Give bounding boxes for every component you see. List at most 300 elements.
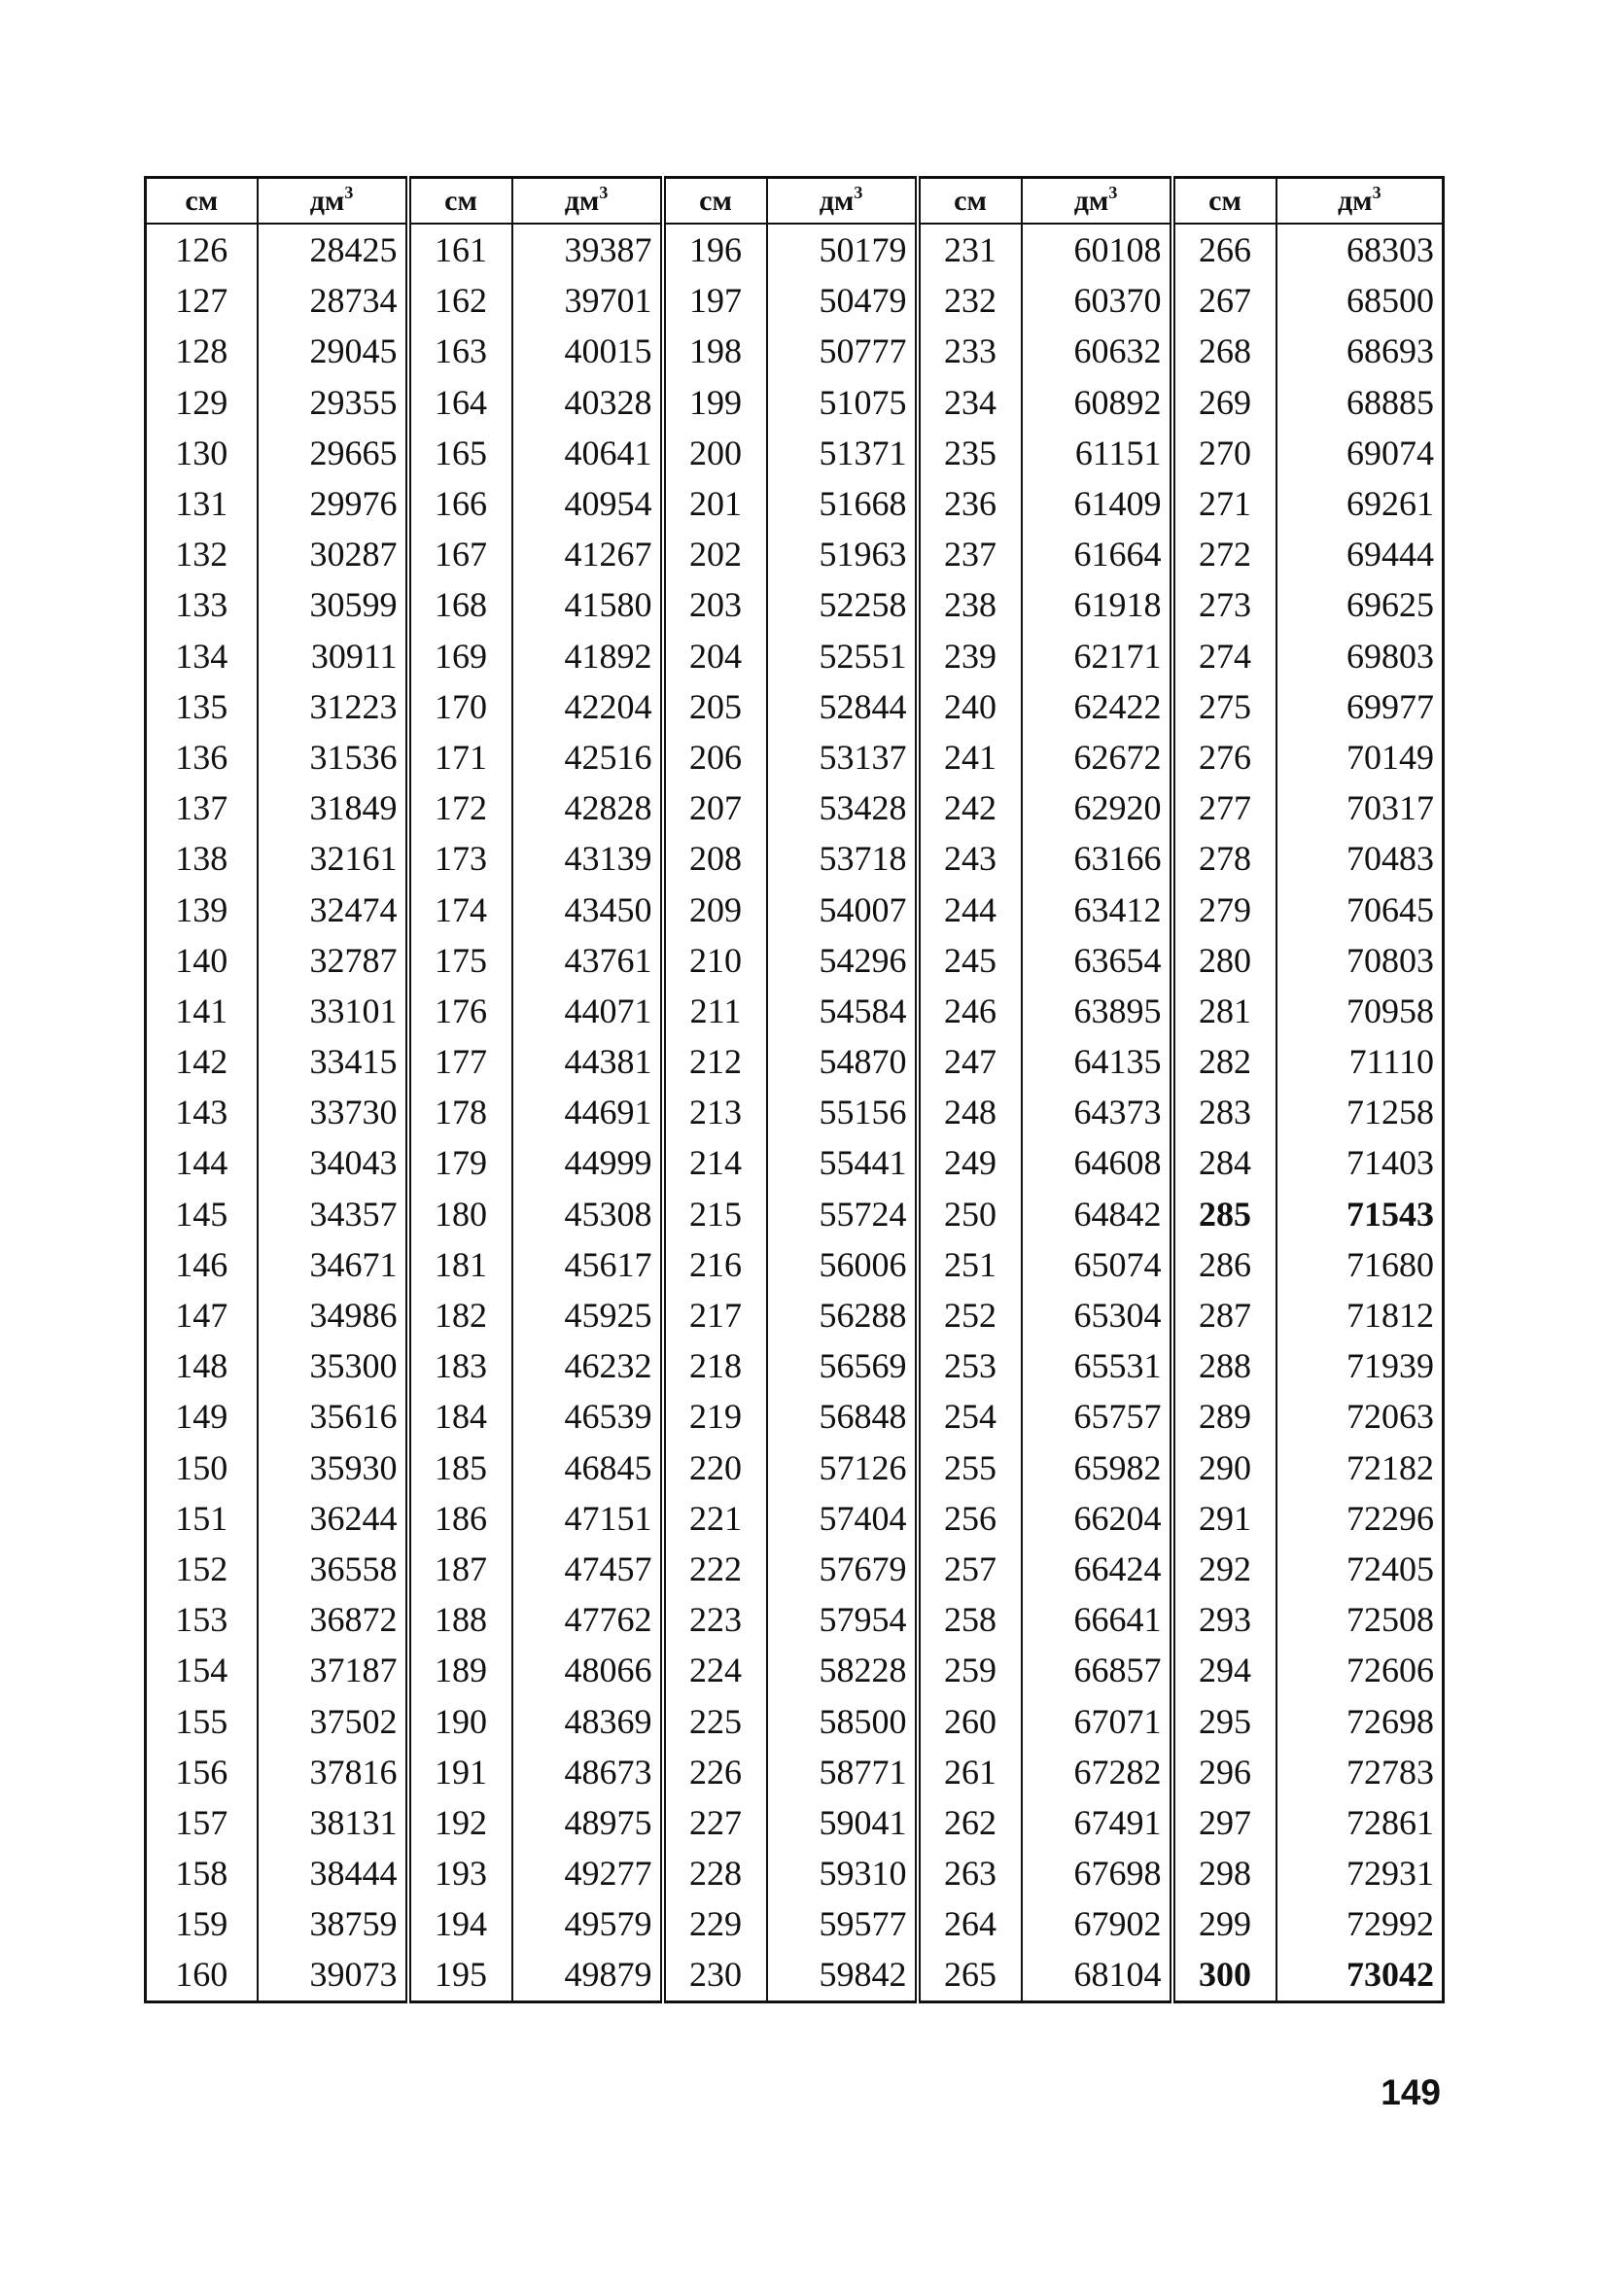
cell-dm3: 43450 <box>512 884 663 934</box>
cell-dm3: 58771 <box>767 1747 918 1797</box>
cell-dm3: 57404 <box>767 1493 918 1544</box>
table-body <box>146 224 1444 2001</box>
cell-cm: 221 <box>663 1493 767 1544</box>
cell-dm3: 69261 <box>1276 478 1444 529</box>
cell-dm3: 57954 <box>767 1594 918 1645</box>
cell-cm: 227 <box>663 1797 767 1848</box>
cell-cm: 269 <box>1172 377 1276 428</box>
table-row <box>146 884 1444 934</box>
cell-dm3: 71543 <box>1276 1189 1444 1239</box>
header-cm: см <box>146 178 258 225</box>
cell-cm: 163 <box>408 326 512 376</box>
cell-dm3: 34357 <box>258 1189 408 1239</box>
cell-dm3: 62920 <box>1022 783 1172 833</box>
header-dm3-exponent: 3 <box>854 182 863 202</box>
cell-dm3: 52844 <box>767 681 918 732</box>
cell-dm3: 57679 <box>767 1544 918 1594</box>
cell-dm3: 50179 <box>767 224 918 275</box>
cell-cm: 155 <box>146 1695 258 1746</box>
cell-cm: 178 <box>408 1087 512 1137</box>
cell-cm: 166 <box>408 478 512 529</box>
cell-dm3: 43761 <box>512 935 663 986</box>
header-dm3 <box>767 178 918 225</box>
cell-dm3: 53137 <box>767 732 918 783</box>
cell-dm3: 29045 <box>258 326 408 376</box>
cell-cm: 295 <box>1172 1695 1276 1746</box>
cell-cm: 168 <box>408 579 512 630</box>
cell-cm: 292 <box>1172 1544 1276 1594</box>
cell-dm3: 71403 <box>1276 1137 1444 1188</box>
cell-dm3: 39073 <box>258 1949 408 2001</box>
cell-cm: 255 <box>918 1443 1022 1493</box>
cell-cm: 273 <box>1172 579 1276 630</box>
cell-cm: 254 <box>918 1391 1022 1442</box>
cell-cm: 234 <box>918 377 1022 428</box>
cell-cm: 272 <box>1172 529 1276 579</box>
cell-cm: 175 <box>408 935 512 986</box>
cell-cm: 204 <box>663 631 767 681</box>
cell-cm: 126 <box>146 224 258 275</box>
cell-cm: 219 <box>663 1391 767 1442</box>
cell-cm: 159 <box>146 1898 258 1949</box>
cell-cm: 182 <box>408 1290 512 1340</box>
table-row <box>146 1645 1444 1695</box>
cell-dm3: 40641 <box>512 428 663 478</box>
cell-cm: 193 <box>408 1848 512 1898</box>
table-row <box>146 1036 1444 1087</box>
cell-dm3: 65982 <box>1022 1443 1172 1493</box>
cell-cm: 288 <box>1172 1340 1276 1391</box>
cell-dm3: 67282 <box>1022 1747 1172 1797</box>
cell-cm: 211 <box>663 986 767 1036</box>
cell-cm: 176 <box>408 986 512 1036</box>
cell-cm: 286 <box>1172 1239 1276 1290</box>
cell-cm: 267 <box>1172 275 1276 326</box>
header-dm3-exponent: 3 <box>344 182 354 202</box>
table-row <box>146 1695 1444 1746</box>
cell-cm: 143 <box>146 1087 258 1137</box>
cell-cm: 287 <box>1172 1290 1276 1340</box>
cell-cm: 144 <box>146 1137 258 1188</box>
cell-cm: 217 <box>663 1290 767 1340</box>
cell-cm: 289 <box>1172 1391 1276 1442</box>
cell-dm3: 31849 <box>258 783 408 833</box>
cell-cm: 167 <box>408 529 512 579</box>
cell-dm3: 42828 <box>512 783 663 833</box>
cell-dm3: 71258 <box>1276 1087 1444 1137</box>
cell-cm: 280 <box>1172 935 1276 986</box>
cell-cm: 259 <box>918 1645 1022 1695</box>
cell-dm3: 58228 <box>767 1645 918 1695</box>
cell-cm: 244 <box>918 884 1022 934</box>
table-header <box>146 178 1444 225</box>
cell-cm: 161 <box>408 224 512 275</box>
cell-cm: 134 <box>146 631 258 681</box>
cell-cm: 276 <box>1172 732 1276 783</box>
cell-dm3: 44381 <box>512 1036 663 1087</box>
cell-cm: 230 <box>663 1949 767 2001</box>
cell-dm3: 59577 <box>767 1898 918 1949</box>
header-dm3-unit: дм <box>1073 184 1109 217</box>
cell-dm3: 47457 <box>512 1544 663 1594</box>
cell-dm3: 60108 <box>1022 224 1172 275</box>
cell-cm: 170 <box>408 681 512 732</box>
cell-cm: 138 <box>146 833 258 884</box>
cell-cm: 186 <box>408 1493 512 1544</box>
cell-cm: 252 <box>918 1290 1022 1340</box>
cell-dm3: 50479 <box>767 275 918 326</box>
cell-cm: 149 <box>146 1391 258 1442</box>
cell-cm: 228 <box>663 1848 767 1898</box>
cell-dm3: 53718 <box>767 833 918 884</box>
cell-dm3: 35616 <box>258 1391 408 1442</box>
table-row <box>146 478 1444 529</box>
cell-cm: 236 <box>918 478 1022 529</box>
cell-cm: 187 <box>408 1544 512 1594</box>
cell-cm: 226 <box>663 1747 767 1797</box>
cell-cm: 177 <box>408 1036 512 1087</box>
cell-cm: 179 <box>408 1137 512 1188</box>
table-row <box>146 681 1444 732</box>
cell-cm: 198 <box>663 326 767 376</box>
cell-dm3: 28734 <box>258 275 408 326</box>
cell-dm3: 63166 <box>1022 833 1172 884</box>
cell-cm: 135 <box>146 681 258 732</box>
header-dm3-unit: дм <box>819 184 855 217</box>
cell-dm3: 52258 <box>767 579 918 630</box>
cell-cm: 298 <box>1172 1848 1276 1898</box>
cell-dm3: 46845 <box>512 1443 663 1493</box>
cell-dm3: 59842 <box>767 1949 918 2001</box>
cell-cm: 192 <box>408 1797 512 1848</box>
cell-dm3: 44999 <box>512 1137 663 1188</box>
cell-dm3: 34043 <box>258 1137 408 1188</box>
table-row <box>146 1493 1444 1544</box>
cell-dm3: 33730 <box>258 1087 408 1137</box>
cell-dm3: 28425 <box>258 224 408 275</box>
cell-dm3: 31223 <box>258 681 408 732</box>
cell-dm3: 35300 <box>258 1340 408 1391</box>
cell-cm: 260 <box>918 1695 1022 1746</box>
cell-cm: 141 <box>146 986 258 1036</box>
cell-dm3: 55724 <box>767 1189 918 1239</box>
table-row <box>146 377 1444 428</box>
cell-cm: 146 <box>146 1239 258 1290</box>
table-row <box>146 1747 1444 1797</box>
cell-dm3: 39701 <box>512 275 663 326</box>
cell-dm3: 55441 <box>767 1137 918 1188</box>
cell-dm3: 62171 <box>1022 631 1172 681</box>
cell-cm: 239 <box>918 631 1022 681</box>
cell-dm3: 71939 <box>1276 1340 1444 1391</box>
cell-cm: 231 <box>918 224 1022 275</box>
cell-dm3: 30911 <box>258 631 408 681</box>
cell-cm: 283 <box>1172 1087 1276 1137</box>
table-row <box>146 579 1444 630</box>
table-row <box>146 1797 1444 1848</box>
cell-cm: 137 <box>146 783 258 833</box>
header-dm3 <box>258 178 408 225</box>
cell-cm: 171 <box>408 732 512 783</box>
cell-dm3: 68693 <box>1276 326 1444 376</box>
cell-cm: 212 <box>663 1036 767 1087</box>
cell-cm: 201 <box>663 478 767 529</box>
cell-dm3: 31536 <box>258 732 408 783</box>
cell-dm3: 70803 <box>1276 935 1444 986</box>
cell-cm: 300 <box>1172 1949 1276 2001</box>
table-row <box>146 1189 1444 1239</box>
cell-dm3: 68303 <box>1276 224 1444 275</box>
cell-cm: 238 <box>918 579 1022 630</box>
cell-cm: 282 <box>1172 1036 1276 1087</box>
cell-cm: 242 <box>918 783 1022 833</box>
cell-dm3: 63654 <box>1022 935 1172 986</box>
page-number: 149 <box>1381 2072 1441 2112</box>
cell-cm: 129 <box>146 377 258 428</box>
cell-dm3: 57126 <box>767 1443 918 1493</box>
cell-cm: 133 <box>146 579 258 630</box>
cell-cm: 145 <box>146 1189 258 1239</box>
cell-dm3: 51668 <box>767 478 918 529</box>
cell-cm: 248 <box>918 1087 1022 1137</box>
header-dm3-unit: дм <box>309 184 345 217</box>
cell-cm: 174 <box>408 884 512 934</box>
cell-cm: 263 <box>918 1848 1022 1898</box>
cell-dm3: 72296 <box>1276 1493 1444 1544</box>
cell-dm3: 47151 <box>512 1493 663 1544</box>
cell-cm: 153 <box>146 1594 258 1645</box>
cell-cm: 215 <box>663 1189 767 1239</box>
cell-cm: 152 <box>146 1544 258 1594</box>
cell-dm3: 62672 <box>1022 732 1172 783</box>
cell-cm: 184 <box>408 1391 512 1442</box>
cell-cm: 290 <box>1172 1443 1276 1493</box>
table-row <box>146 1239 1444 1290</box>
cell-dm3: 48066 <box>512 1645 663 1695</box>
cell-dm3: 67071 <box>1022 1695 1172 1746</box>
cell-dm3: 64135 <box>1022 1036 1172 1087</box>
cell-dm3: 71680 <box>1276 1239 1444 1290</box>
cell-cm: 235 <box>918 428 1022 478</box>
cell-dm3: 72063 <box>1276 1391 1444 1442</box>
cell-dm3: 48673 <box>512 1747 663 1797</box>
cell-dm3: 72182 <box>1276 1443 1444 1493</box>
header-cm: см <box>663 178 767 225</box>
cell-dm3: 69803 <box>1276 631 1444 681</box>
cell-dm3: 72992 <box>1276 1898 1444 1949</box>
cell-dm3: 70645 <box>1276 884 1444 934</box>
cell-cm: 275 <box>1172 681 1276 732</box>
cell-dm3: 72698 <box>1276 1695 1444 1746</box>
cell-cm: 274 <box>1172 631 1276 681</box>
cell-cm: 277 <box>1172 783 1276 833</box>
cell-cm: 136 <box>146 732 258 783</box>
cell-dm3: 56848 <box>767 1391 918 1442</box>
cell-cm: 264 <box>918 1898 1022 1949</box>
cell-cm: 197 <box>663 275 767 326</box>
cell-dm3: 50777 <box>767 326 918 376</box>
table-row <box>146 1544 1444 1594</box>
cell-cm: 130 <box>146 428 258 478</box>
cell-cm: 281 <box>1172 986 1276 1036</box>
cell-cm: 243 <box>918 833 1022 884</box>
cell-dm3: 49879 <box>512 1949 663 2001</box>
cell-dm3: 70149 <box>1276 732 1444 783</box>
cell-dm3: 32474 <box>258 884 408 934</box>
cell-cm: 258 <box>918 1594 1022 1645</box>
table-row <box>146 1443 1444 1493</box>
cell-dm3: 36244 <box>258 1493 408 1544</box>
cell-cm: 253 <box>918 1340 1022 1391</box>
cell-cm: 285 <box>1172 1189 1276 1239</box>
cell-cm: 203 <box>663 579 767 630</box>
cell-cm: 296 <box>1172 1747 1276 1797</box>
cell-dm3: 37187 <box>258 1645 408 1695</box>
cell-dm3: 39387 <box>512 224 663 275</box>
cell-dm3: 72783 <box>1276 1747 1444 1797</box>
cell-cm: 164 <box>408 377 512 428</box>
cell-cm: 194 <box>408 1898 512 1949</box>
cell-dm3: 63412 <box>1022 884 1172 934</box>
cell-dm3: 29976 <box>258 478 408 529</box>
cell-cm: 199 <box>663 377 767 428</box>
cell-cm: 291 <box>1172 1493 1276 1544</box>
cell-dm3: 60370 <box>1022 275 1172 326</box>
header-dm3 <box>1276 178 1444 225</box>
cell-dm3: 41580 <box>512 579 663 630</box>
cell-dm3: 30599 <box>258 579 408 630</box>
cell-dm3: 46539 <box>512 1391 663 1442</box>
cell-dm3: 54870 <box>767 1036 918 1087</box>
header-dm3 <box>512 178 663 225</box>
header-dm3-exponent: 3 <box>1108 182 1118 202</box>
cell-dm3: 48369 <box>512 1695 663 1746</box>
cell-dm3: 66424 <box>1022 1544 1172 1594</box>
cell-dm3: 46232 <box>512 1340 663 1391</box>
cell-cm: 223 <box>663 1594 767 1645</box>
table-row <box>146 529 1444 579</box>
cell-cm: 160 <box>146 1949 258 2001</box>
cell-cm: 156 <box>146 1747 258 1797</box>
cell-dm3: 45308 <box>512 1189 663 1239</box>
cell-cm: 162 <box>408 275 512 326</box>
cell-dm3: 64373 <box>1022 1087 1172 1137</box>
cell-cm: 268 <box>1172 326 1276 376</box>
cell-dm3: 30287 <box>258 529 408 579</box>
cell-cm: 180 <box>408 1189 512 1239</box>
cell-dm3: 44071 <box>512 986 663 1036</box>
cell-dm3: 37502 <box>258 1695 408 1746</box>
cell-cm: 173 <box>408 833 512 884</box>
cell-cm: 294 <box>1172 1645 1276 1695</box>
cell-dm3: 66857 <box>1022 1645 1172 1695</box>
cell-dm3: 61918 <box>1022 579 1172 630</box>
cell-dm3: 65074 <box>1022 1239 1172 1290</box>
cell-dm3: 49579 <box>512 1898 663 1949</box>
cell-cm: 232 <box>918 275 1022 326</box>
cell-cm: 151 <box>146 1493 258 1544</box>
cell-cm: 200 <box>663 428 767 478</box>
cell-cm: 154 <box>146 1645 258 1695</box>
cell-dm3: 60632 <box>1022 326 1172 376</box>
header-cm: см <box>408 178 512 225</box>
cell-cm: 233 <box>918 326 1022 376</box>
cell-cm: 181 <box>408 1239 512 1290</box>
cell-cm: 209 <box>663 884 767 934</box>
cell-dm3: 62422 <box>1022 681 1172 732</box>
cell-cm: 158 <box>146 1848 258 1898</box>
header-dm3-exponent: 3 <box>1372 182 1381 202</box>
cell-cm: 183 <box>408 1340 512 1391</box>
cell-dm3: 33101 <box>258 986 408 1036</box>
cell-cm: 249 <box>918 1137 1022 1188</box>
cell-dm3: 29355 <box>258 377 408 428</box>
cell-dm3: 42516 <box>512 732 663 783</box>
table-row <box>146 1137 1444 1188</box>
cell-dm3: 58500 <box>767 1695 918 1746</box>
cell-dm3: 69625 <box>1276 579 1444 630</box>
cell-dm3: 64608 <box>1022 1137 1172 1188</box>
cell-dm3: 59310 <box>767 1848 918 1898</box>
cell-dm3: 66641 <box>1022 1594 1172 1645</box>
cell-dm3: 67902 <box>1022 1898 1172 1949</box>
cell-cm: 188 <box>408 1594 512 1645</box>
cell-dm3: 65304 <box>1022 1290 1172 1340</box>
cell-cm: 225 <box>663 1695 767 1746</box>
cell-cm: 220 <box>663 1443 767 1493</box>
cell-cm: 224 <box>663 1645 767 1695</box>
cell-cm: 245 <box>918 935 1022 986</box>
cell-dm3: 52551 <box>767 631 918 681</box>
cell-dm3: 41892 <box>512 631 663 681</box>
cell-cm: 266 <box>1172 224 1276 275</box>
cell-dm3: 72861 <box>1276 1797 1444 1848</box>
cell-dm3: 55156 <box>767 1087 918 1137</box>
table-row <box>146 428 1444 478</box>
table-row <box>146 1898 1444 1949</box>
cell-cm: 206 <box>663 732 767 783</box>
cell-dm3: 70317 <box>1276 783 1444 833</box>
cell-dm3: 72606 <box>1276 1645 1444 1695</box>
cell-dm3: 72405 <box>1276 1544 1444 1594</box>
table-row <box>146 1949 1444 2001</box>
cell-cm: 270 <box>1172 428 1276 478</box>
table-row <box>146 1848 1444 1898</box>
cell-dm3: 56288 <box>767 1290 918 1340</box>
cell-dm3: 68885 <box>1276 377 1444 428</box>
cell-cm: 257 <box>918 1544 1022 1594</box>
cell-dm3: 70483 <box>1276 833 1444 884</box>
cell-cm: 142 <box>146 1036 258 1087</box>
cell-dm3: 69977 <box>1276 681 1444 732</box>
header-dm3 <box>1022 178 1172 225</box>
cell-cm: 140 <box>146 935 258 986</box>
cell-dm3: 43139 <box>512 833 663 884</box>
cell-cm: 240 <box>918 681 1022 732</box>
cell-dm3: 42204 <box>512 681 663 732</box>
table-row <box>146 224 1444 275</box>
cell-dm3: 45925 <box>512 1290 663 1340</box>
cell-dm3: 72508 <box>1276 1594 1444 1645</box>
table-row <box>146 732 1444 783</box>
cell-dm3: 65531 <box>1022 1340 1172 1391</box>
cell-cm: 216 <box>663 1239 767 1290</box>
cell-cm: 250 <box>918 1189 1022 1239</box>
cell-dm3: 63895 <box>1022 986 1172 1036</box>
cell-cm: 157 <box>146 1797 258 1848</box>
cell-cm: 278 <box>1172 833 1276 884</box>
cell-dm3: 51075 <box>767 377 918 428</box>
